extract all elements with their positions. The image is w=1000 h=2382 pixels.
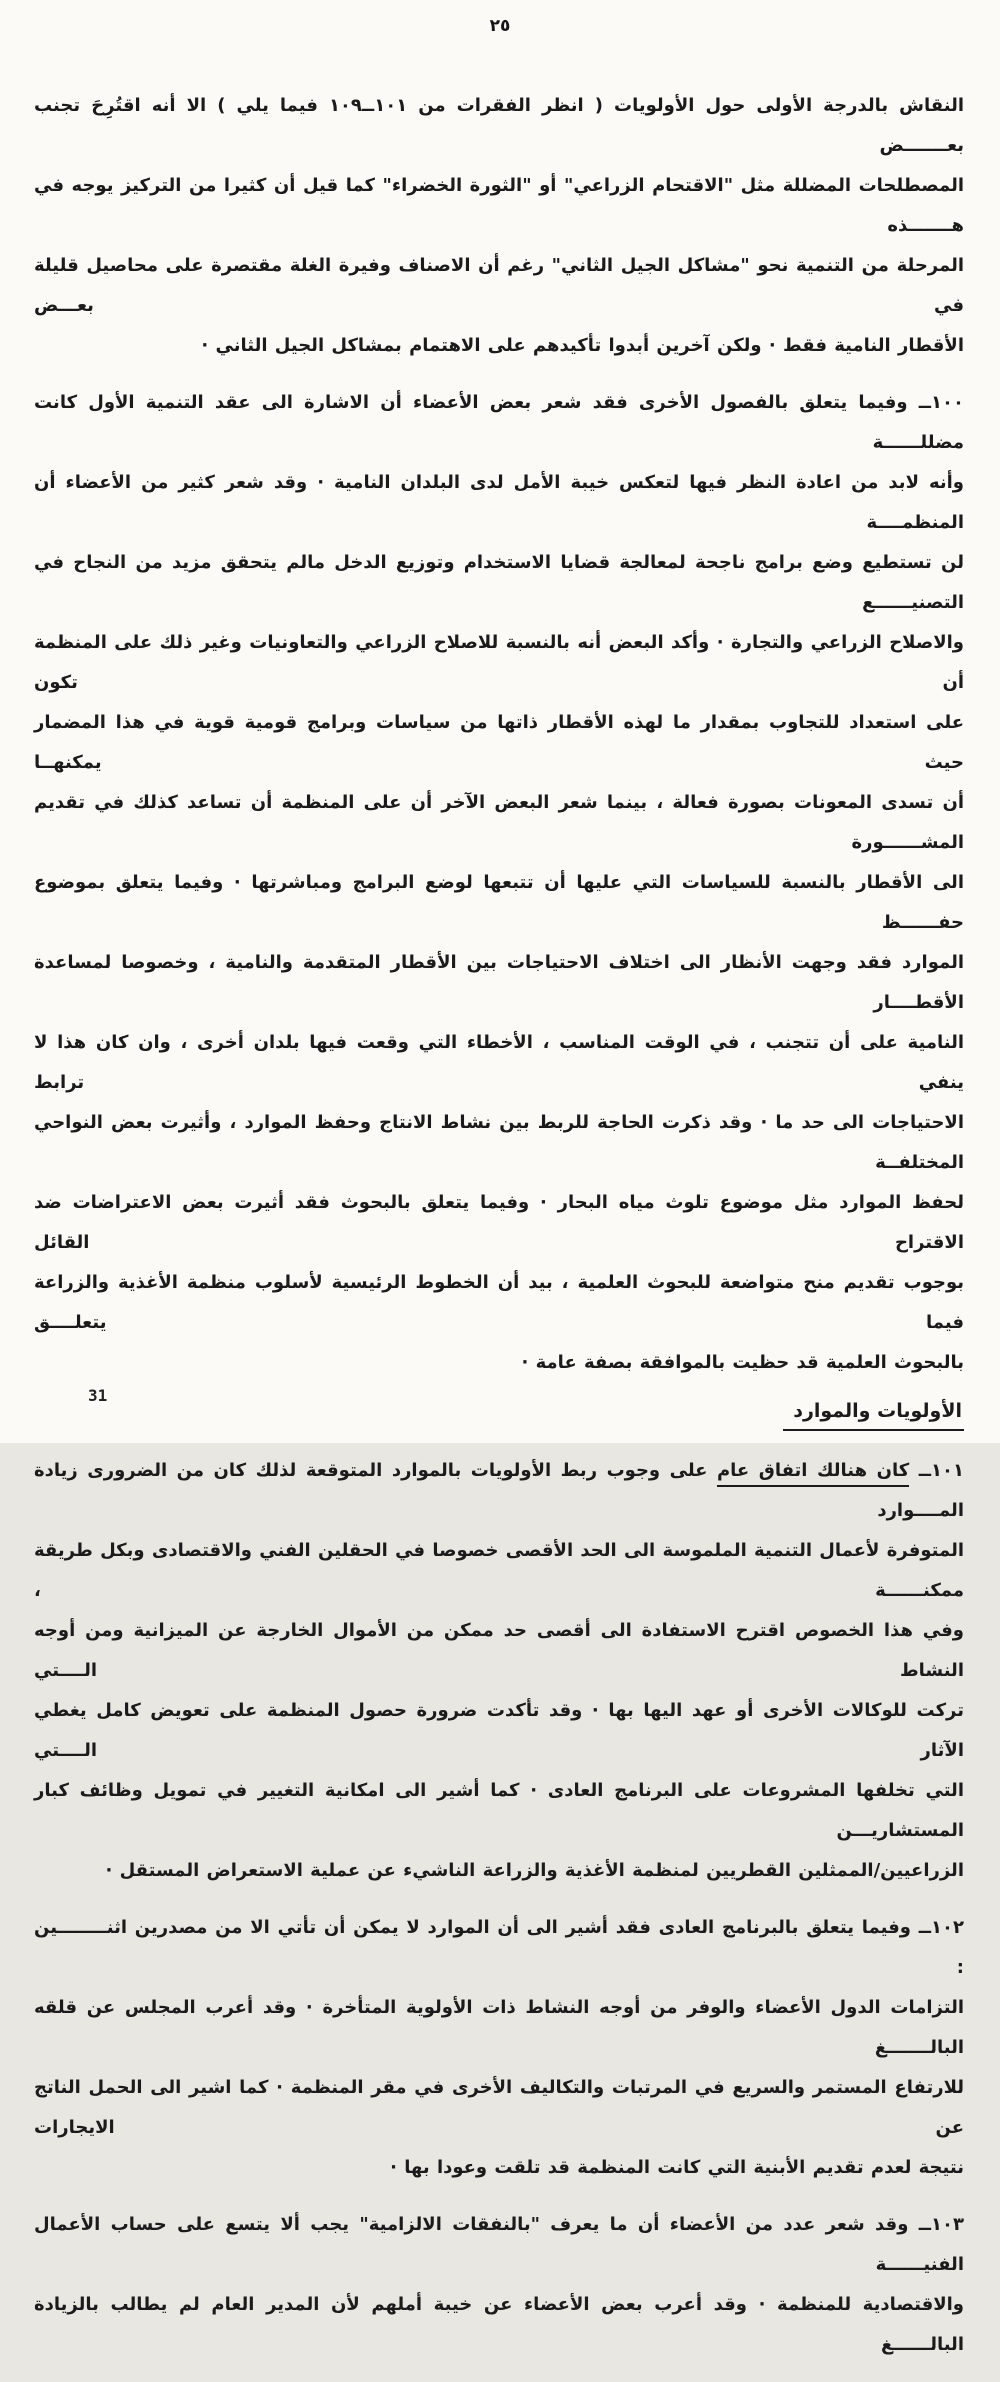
text-line: والاقتصادية للمنظمة · وقد أعرب بعض الأعضاء عن خيبة أملهم لأن المدير العام لم يطالب بالزيادة البالــــــغ xyxy=(34,2294,964,2355)
section-heading xyxy=(34,1400,964,1431)
text-line: المتوفرة لأعمال التنمية الملموسة الى الحد الأقصى خصوصا في الحقلين الفني والاقتصادى وبكل طريقة ممكنــــــة ، xyxy=(34,1540,964,1601)
text-line: وأنه لابد من اعادة النظر فيها لتعكس خيبة الأمل لدى البلدان النامية · وقد شعر كثير من الأعضاء أن المنظمــــة xyxy=(34,472,964,533)
text-line: لحفظ الموارد مثل موضوع تلوث مياه البحار · وفيما يتعلق بالبحوث فقد أثيرت بعض الاعتراضات ضد الاقتراح القائل xyxy=(34,1192,964,1253)
page-number-bottom: 31 xyxy=(88,1386,108,1405)
paragraph xyxy=(34,86,964,366)
underlined-text-segment: كان هنالك اتفاق عام xyxy=(717,1460,909,1487)
paragraph-1 xyxy=(34,383,964,1383)
paragraph-3 xyxy=(34,1451,964,1891)
text-line: الزراعيين/الممثلين القطريين لمنظمة الأغذية والزراعة الناشيء عن عملية الاستعراض المستقل · xyxy=(105,1860,964,1881)
text-line: النامية على أن تتجنب ، في الوقت المناسب ، الأخطاء التي وقعت فيها بلدان أخرى ، وان كان هذا لا ينفي ترابط xyxy=(34,1032,964,1093)
text-line: ١٠٣ــ وقد شعر عدد من الأعضاء أن ما يعرف "بالنفقات الالزامية" يجب ألا يتسع على حساب الأعمال الفنيــــــة xyxy=(34,2214,964,2275)
text-line: الاحتياجات الى حد ما · وقد ذكرت الحاجة للربط بين نشاط الانتاج وحفظ الموارد ، وأثيرت بعض النواحي المختلفــة xyxy=(34,1112,964,1173)
text-line: للارتفاع المستمر والسريع في المرتبات والتكاليف الأخرى في مقر المنظمة · كما اشير الى الحمل الناتج عن الايجارات xyxy=(34,2077,964,2138)
text-line: أن تسدى المعونات بصورة فعالة ، بينما شعر البعض الآخر أن على المنظمة أن تساعد كذلك في تقديم المشــــــورة xyxy=(34,792,964,853)
text-line: وفي هذا الخصوص اقترح الاستفادة الى أقصى حد ممكن من الأموال الخارجة عن الميزانية ومن أوجه النشاط الــــتي xyxy=(34,1620,964,1681)
text-line: النقاش بالدرجة الأولى حول الأولويات ( انظر الفقرات من ١٠١ــ١٠٩ فيما يلي ) الا أنه اقتُرِحَ تجنب بعـــــــض xyxy=(34,95,964,156)
text-segment: على وجوب ربط الأولويات بالموارد المتوقعة لذلك كان من الضرورى زيادة المــــوارد xyxy=(34,1460,964,1521)
page-number-top: ٢٥ xyxy=(489,16,511,36)
text-line: التي تخلفها المشروعات على البرنامج العادى · كما أشير الى امكانية التغيير في تمويل وظائف كبار المستشاريـــن xyxy=(34,1780,964,1841)
text-line: والاصلاح الزراعي والتجارة · وأكد البعض أنه بالنسبة للاصلاح الزراعي والتعاونيات وغير ذلك على المنظمة أن تكون xyxy=(34,632,964,693)
text-line: بوجوب تقديم منح متواضعة للبحوث العلمية ، بيد أن الخطوط الرئيسية لأسلوب منظمة الأغذية والزراعة فيما يتعلــــق xyxy=(34,1272,964,1333)
text-line: ١٠٠ــ وفيما يتعلق بالفصول الأخرى فقد شعر بعض الأعضاء أن الاشارة الى عقد التنمية الأول كانت مضللــــــة xyxy=(34,392,964,453)
text-line: المصطلحات المضللة مثل "الاقتحام الزراعي" أو "الثورة الخضراء" كما قيل أن كثيرا من التركيز يوجه في هـــــــذه xyxy=(34,175,964,236)
paragraph-5 xyxy=(34,2205,964,2365)
text-line: الأقطار النامية فقط · ولكن آخرين أبدوا تأكيدهم على الاهتمام بمشاكل الجيل الثاني · xyxy=(201,335,964,356)
text-line: التزامات الدول الأعضاء والوفر من أوجه النشاط ذات الأولوية المتأخرة · وقد أعرب المجلس عن قلقه البالـــــــغ xyxy=(34,1997,964,2058)
paragraph-4 xyxy=(34,1908,964,2188)
text-line: ١٠٢ــ وفيما يتعلق بالبرنامج العادى فقد أشير الى أن الموارد لا يمكن أن تأتي الا من مصدرين اثنــــــــين : xyxy=(34,1917,964,1978)
text-line xyxy=(34,1451,964,1531)
text-line: بالبحوث العلمية قد حظيت بالموافقة بصفة عامة · xyxy=(521,1352,964,1373)
text-line: تركت للوكالات الأخرى أو عهد اليها بها · وقد تأكدت ضرورة حصول المنظمة على تعويض كامل يغطي الآثار الــــتي xyxy=(34,1700,964,1761)
text-line: لن تستطيع وضع برامج ناجحة لمعالجة قضايا الاستخدام وتوزيع الدخل مالم يتحقق مزيد من النجاح في التصنيــــــع xyxy=(34,552,964,613)
section-heading-text: الأولويات والموارد xyxy=(783,1400,964,1431)
text-line: على استعداد للتجاوب بمقدار ما لهذه الأقطار ذاتها من سياسات وبرامج قومية قوية في هذا المضمار حيث يمكنهــا xyxy=(34,712,964,773)
text-line: الموارد فقد وجهت الأنظار الى اختلاف الاحتياجات بين الأقطار المتقدمة والنامية ، وخصوصا لمساعدة الأقطــــار xyxy=(34,952,964,1013)
text-segment: ١٠١ــ xyxy=(909,1460,964,1481)
text-line: المرحلة من التنمية نحو "مشاكل الجيل الثاني" رغم أن الاصناف وفيرة الغلة مقتصرة على محاصيل قليلة في بعـــض xyxy=(34,255,964,316)
document-body xyxy=(34,86,964,2382)
text-line: الى الأقطار بالنسبة للسياسات التي عليها أن تتبعها لوضع البرامج ومباشرتها · وفيما يتعلق بموضوع حفــــــظ xyxy=(34,872,964,933)
text-line: نتيجة لعدم تقديم الأبنية التي كانت المنظمة قد تلقت وعودا بها · xyxy=(390,2157,964,2178)
